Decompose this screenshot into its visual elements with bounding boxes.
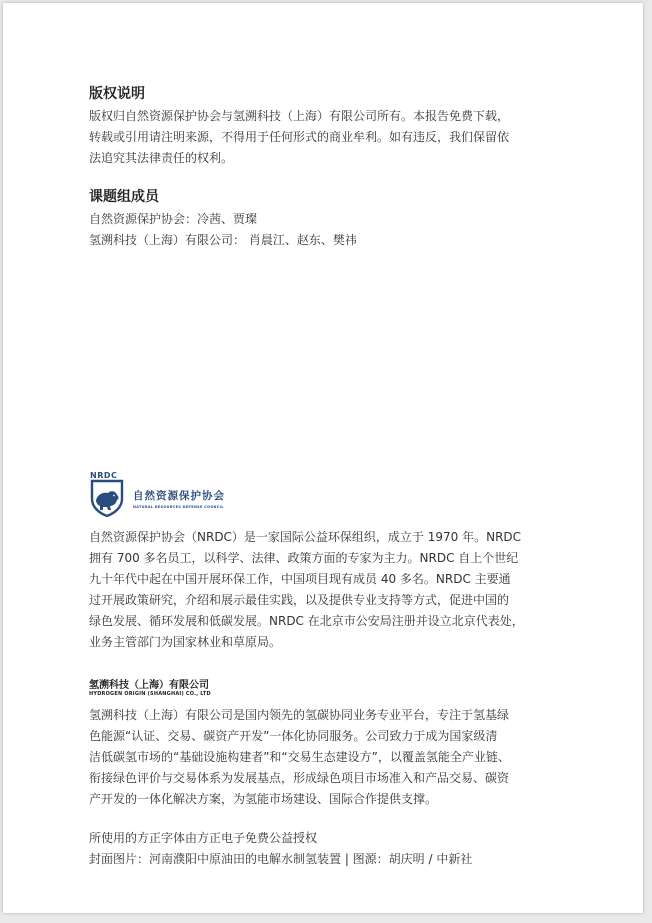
font-license-note: 所使用的方正字体由方正电子免费公益授权 [89,831,318,845]
nrdc-paragraph [89,527,567,653]
hydrogen-origin-line: 产开发的一体化解决方案，为氢能市场建设、国际合作提供支撑。 [89,792,438,806]
hydrogen-origin-logo-name: 氢溯科技（上海）有限公司 [89,680,209,691]
nrdc-logo-abbr: NRDC [90,471,118,480]
nrdc-line: 过开展政策研究，介绍和展示最佳实践，以及提供专业支持等方式，促进中国的 [89,593,510,607]
copyright-paragraph [89,106,567,169]
team-heading: 课题组成员 [89,189,159,205]
team-member-line: 自然资源保护协会：冷茜、贾璨 [89,212,258,226]
hydrogen-origin-paragraph [89,705,567,810]
nrdc-line: 拥有 700 多名员工，以科学、法律、政策方面的专家为主力。NRDC 自上个世纪 [89,551,519,565]
hydrogen-origin-line: 洁低碳氢市场的“基础设施构建者”和“交易生态建设方”，以覆盖氢能全产业链、 [89,750,510,764]
nrdc-logo-name: 自然资源保护协会 [133,490,225,502]
team-member-line: 氢溯科技（上海）有限公司： 肖晨江、赵东、樊祎 [89,233,357,247]
hydrogen-origin-line: 氢溯科技（上海）有限公司是国内领先的氢碳协同业务专业平台，专注于氢基绿 [89,708,510,722]
nrdc-line: 九十年代中起在中国开展环保工作，中国项目现有成员 40 多名。NRDC 主要通 [89,572,511,586]
copyright-heading: 版权说明 [89,86,145,102]
copyright-line: 法追究其法律责任的权利。 [89,151,234,165]
nrdc-line: 自然资源保护协会（NRDC）是一家国际公益环保组织，成立于 1970 年。NRDC [89,530,522,544]
nrdc-logo-english: NATURAL RESOURCES DEFENSE COUNCIL [133,505,224,509]
hydrogen-origin-logo-english: HYDROGEN ORIGIN (SHANGHAI) CO., LTD [89,691,211,697]
page [3,3,643,913]
nrdc-line: 业务主管部门为国家林业和草原局。 [89,635,282,649]
copyright-line: 转载或引用请注明来源，不得用于任何形式的商业牟利。如有违反，我们保留依 [89,130,510,144]
copyright-line: 版权归自然资源保护协会与氢溯科技（上海）有限公司所有。本报告免费下载， [89,109,510,123]
hydrogen-origin-line: 色能源“认证、交易、碳资产开发”一体化协同服务。公司致力于成为国家级清 [89,729,498,743]
hydrogen-origin-line: 衔接绿色评价与交易体系为发展基点，形成绿色项目市场准入和产品交易、碳资 [89,771,510,785]
cover-image-credit: 封面图片：河南濮阳中原油田的电解水制氢装置 | 图源：胡庆明 / 中新社 [89,852,473,866]
team-members [89,209,567,251]
footer-credits [89,828,567,870]
polar-bear-shield-icon [89,473,125,517]
nrdc-line: 绿色发展、循环发展和低碳发展。NRDC 在北京市公安局注册并设立北京代表处， [89,614,524,628]
